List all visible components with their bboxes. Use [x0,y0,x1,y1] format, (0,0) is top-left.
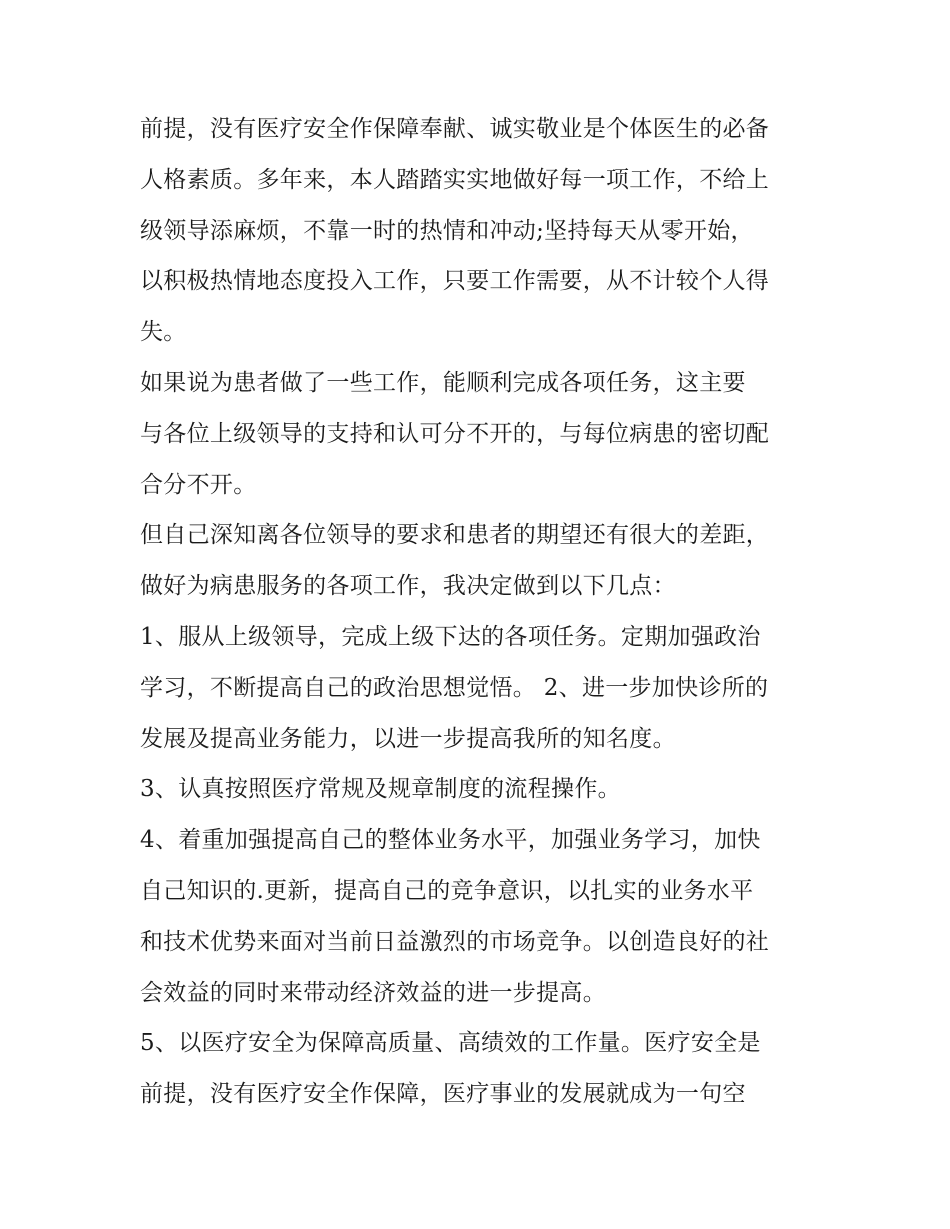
list-item-text: 学习，不断提高自己的政治思想觉悟。 2、进一步加快诊所的 [140,674,769,701]
text-line: 如果说为患者做了一些工作，能顺利完成各项任务，这主要 [140,369,746,396]
list-item-text: 发展及提高业务能力，以进一步提高我所的知名度。 [140,725,676,752]
text-line: 级领导添麻烦，不靠一时的热情和冲动;坚持每天从零开始， [140,217,754,244]
list-item-text: 4、着重加强提高自己的整体业务水平，加强业务学习，加快 [140,827,761,854]
text-line: 失。 [140,319,187,346]
list-item-text: 5、以医疗安全为保障高质量、高绩效的工作量。医疗安全是 [140,1030,761,1057]
text-line: 人格素质。多年来，本人踏踏实实地做好每一项工作，不给上 [140,166,770,193]
list-item-text: 1、服从上级领导，完成上级下达的各项任务。定期加强政治 [140,623,761,650]
list-item-text: 自己知识的.更新，提高自己的竞争意识，以扎实的业务水平 [140,877,754,904]
text-line: 与各位上级领导的支持和认可分不开的，与每位病患的密切配 [140,420,770,447]
text-line: 合分不开。 [140,471,257,498]
text-line: 以积极热情地态度投入工作，只要工作需要，从不计较个人得 [140,268,770,295]
list-item-text: 前提，没有医疗安全作保障，医疗事业的发展就成为一句空 [140,1081,746,1108]
list-item-text: 3、认真按照医疗常规及规章制度的流程操作。 [140,776,621,803]
text-line: 前提，没有医疗安全作保障奉献、诚实敬业是个体医生的必备 [140,116,770,142]
document-body [140,104,830,1120]
text-line: 但自己深知离各位领导的要求和患者的期望还有很大的差距， [140,522,770,549]
text-line: 做好为病患服务的各项工作，我决定做到以下几点： [140,573,676,600]
list-item-text: 会效益的同时来带动经济效益的进一步提高。 [140,979,606,1006]
list-item-text: 和技术优势来面对当前日益激烈的市场竞争。以创造良好的社 [140,928,770,955]
